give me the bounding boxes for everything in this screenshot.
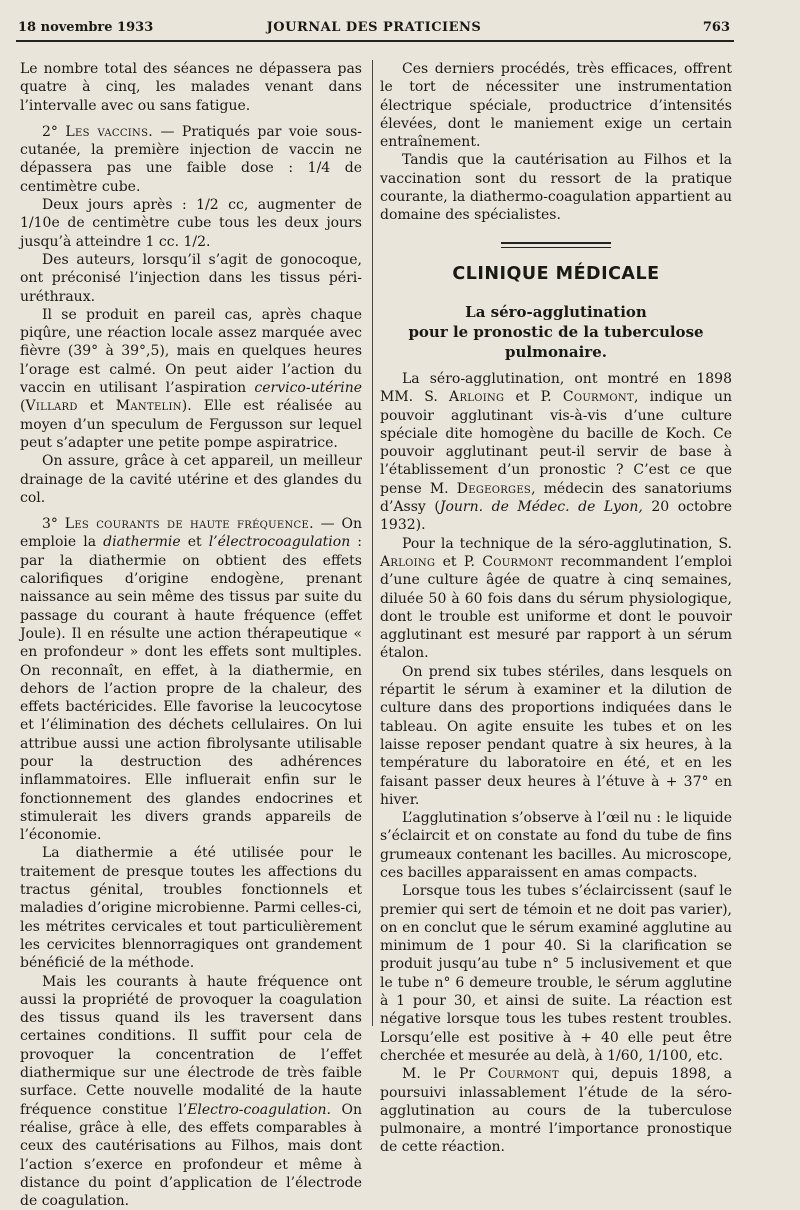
paragraph: L’agglutination s’observe à l’œil nu : le liquide s’éclaircit et on constate au fond du tube de fins grumeaux contenant les bacilles. Au microscope, ces bacilles apparaissent en amas compacts. [380, 810, 732, 881]
paragraph: Ces derniers procédés, très efficaces, offrent le tort de nécessiter une instrumentation électrique spéciale, productrice d’intensités élevées, dont le maniement exige un certain entraînement. [380, 61, 732, 151]
section-separator [501, 242, 611, 248]
paragraph: La séro-agglutination, ont montré en 1898 MM. S. Arloing et P. Courmont, indique un pouvoir agglutinant vis-à-vis d’une culture spéciale dite homogène du bacille de Koch. Ce pouvoir agglutinant peut-il servir de base à l’établissement d’un pronostic ? C’est ce que pense M. Degeorges, médecin des sanatoriums d’Assy (Journ. de Médec. de Lyon, 20 octobre 1932). [380, 370, 732, 534]
header-rule [16, 40, 734, 42]
page-number: 763 [702, 20, 730, 35]
header-date: 18 novembre 1933 [18, 20, 154, 35]
section-title: CLINIQUE MÉDICALE [452, 263, 660, 284]
courants-paragraph: 3° Les courants de haute fréquence. — On emploie la diathermie et l’électrocoagulation : par la diathermie on obtient des effets calorifiques d’origine endogène, prenant naissance au sein même des tissus par suite du passage du courant à haute fréquence (effet Joule). Il en résulte une action thérapeutique « en profondeur » dont les effets sont multiples. On reconnaît, en effet, à la diathermie, en dehors de l’action propre de la chaleur, des effets bactéricides. Elle favorise la leucocytose et l’élimination des déchets cellulaires. On lui attribue aussi une action fibrolysante utilisable pour la destruction des adhérences inflammatoires. Elle influerait enfin sur le fonctionnement des glandes endocrines et stimulerait les divers grands appareils de l’économie. [20, 516, 363, 844]
paragraph: Il se produit en pareil cas, après chaque piqûre, une réaction locale assez marquée avec fièvre (39° à 39°,5), mais en quelques heures l’orage est calmé. On peut aider l’action du vaccin en utilisant l’aspiration cervico-utérine (Villard et Mantelin). Elle est réalisée au moyen d’un speculum de Fergusson sur lequel peut s’adapter une petite pompe aspiratrice. [20, 306, 362, 451]
subheading-vaccins: Les vaccins. [65, 123, 153, 140]
left-column [20, 60, 362, 1210]
paragraph: On prend six tubes stériles, dans lesquels on répartit le sérum à examiner et la dilution de culture dans des proportions indiquées dans le tableau. On agite ensuite les tubes et on les laisse reposer pendant quatre à six heures, à la température du laboratoire en été, et en les faisant passer deux heures à l’étuve à + 37° en hiver. [380, 663, 732, 808]
journal-name: JOURNAL DES PRATICIENS [266, 20, 482, 35]
paragraph: Lorsque tous les tubes s’éclaircissent (sauf le premier qui sert de témoin et ne doit pas varier), on en conclut que le sérum examiné agglutine au minimum de 1 pour 40. Si la clarification se produit jusqu’au tube n° 5 inclusivement et que le tube n° 6 demeure trouble, le sérum agglutine à 1 pour 30, et ainsi de suite. La réaction est négative lorsque tous les tubes restent troubles. Lorsqu’elle est positive à + 40 elle peut être cherchée et mesurée au delà, à 1/60, 1/100, etc. [380, 883, 732, 1064]
paragraph: Mais les courants à haute fréquence ont aussi la propriété de provoquer la coagulation des tissus quand ils les traversent dans certaines conditions. Il suffit pour cela de provoquer la concentration de l’effet diathermique sur une électrode de très faible surface. Cette nouvelle modalité de la haute fréquence constitue l’Electro-coagulation. On réalise, grâce à elle, des effets comparables à ceux des cautérisations au Filhos, mais dont l’action s’exerce en profondeur et même à distance du point d’application de l’électrode de coagulation. [20, 973, 362, 1210]
paragraph: Des auteurs, lorsqu’il s’agit de gonocoque, ont préconisé l’injection dans les tissus péri-uréthraux. [20, 251, 362, 305]
paragraph: Tandis que la cautérisation au Filhos et la vaccination sont du ressort de la pratique courante, la diathermo-coagulation appartient au domaine des spécialistes. [380, 152, 732, 224]
item-number: 2° [42, 123, 66, 140]
article-title: La séro-agglutination pour le pronostic de la tuberculose pulmonaire. [408, 302, 704, 361]
vaccins-paragraph: 2° Les vaccins. — Pratiqués par voie sous-cutanée, la première injection de vaccin ne dépassera pas une faible dose : 1/4 de centimètre cube. [20, 123, 362, 195]
subheading-courants: Les courants de haute fréquence. [64, 516, 314, 533]
column-divider [372, 60, 373, 1026]
paragraph: Pour la technique de la séro-agglutination, S. Arloing et P. Courmont recommandent l’emploi d’une culture âgée de quatre à cinq semaines, diluée 50 à 60 fois dans du sérum physiologique, dont le trouble est uniforme et dont le pouvoir agglutinant est mesuré par rapport à un sérum étalon. [380, 535, 732, 662]
paragraph: On assure, grâce à cet appareil, un meilleur drainage de la cavité utérine et des glandes du col. [20, 453, 362, 506]
paragraph: La diathermie a été utilisée pour le traitement de presque toutes les affections du tractus génital, troubles fonctionnels et maladies d’origine microbienne. Parmi celles-ci, les métrites cervicales et tout particulièrement les cervicites blennorragiques ont grandement bénéficié de la méthode. [20, 845, 362, 972]
paragraph: M. le Pr Courmont qui, depuis 1898, a poursuivi inlassablement l’étude de la séro-agglutination au cours de la tuberculose pulmonaire, a montré l’importance pronostique de cette réaction. [380, 1066, 732, 1156]
paragraph: Le nombre total des séances ne dépassera pas quatre à cinq, les malades venant dans l’intervalle avec ou sans fatigue. [20, 61, 362, 114]
item-number: 3° [42, 516, 65, 533]
paragraph: Deux jours après : 1/2 cc, augmenter de 1/10e de centimètre cube tous les deux jours jusqu’à atteindre 1 cc. 1/2. [20, 197, 362, 250]
right-column [380, 60, 732, 1157]
running-header [18, 20, 730, 40]
